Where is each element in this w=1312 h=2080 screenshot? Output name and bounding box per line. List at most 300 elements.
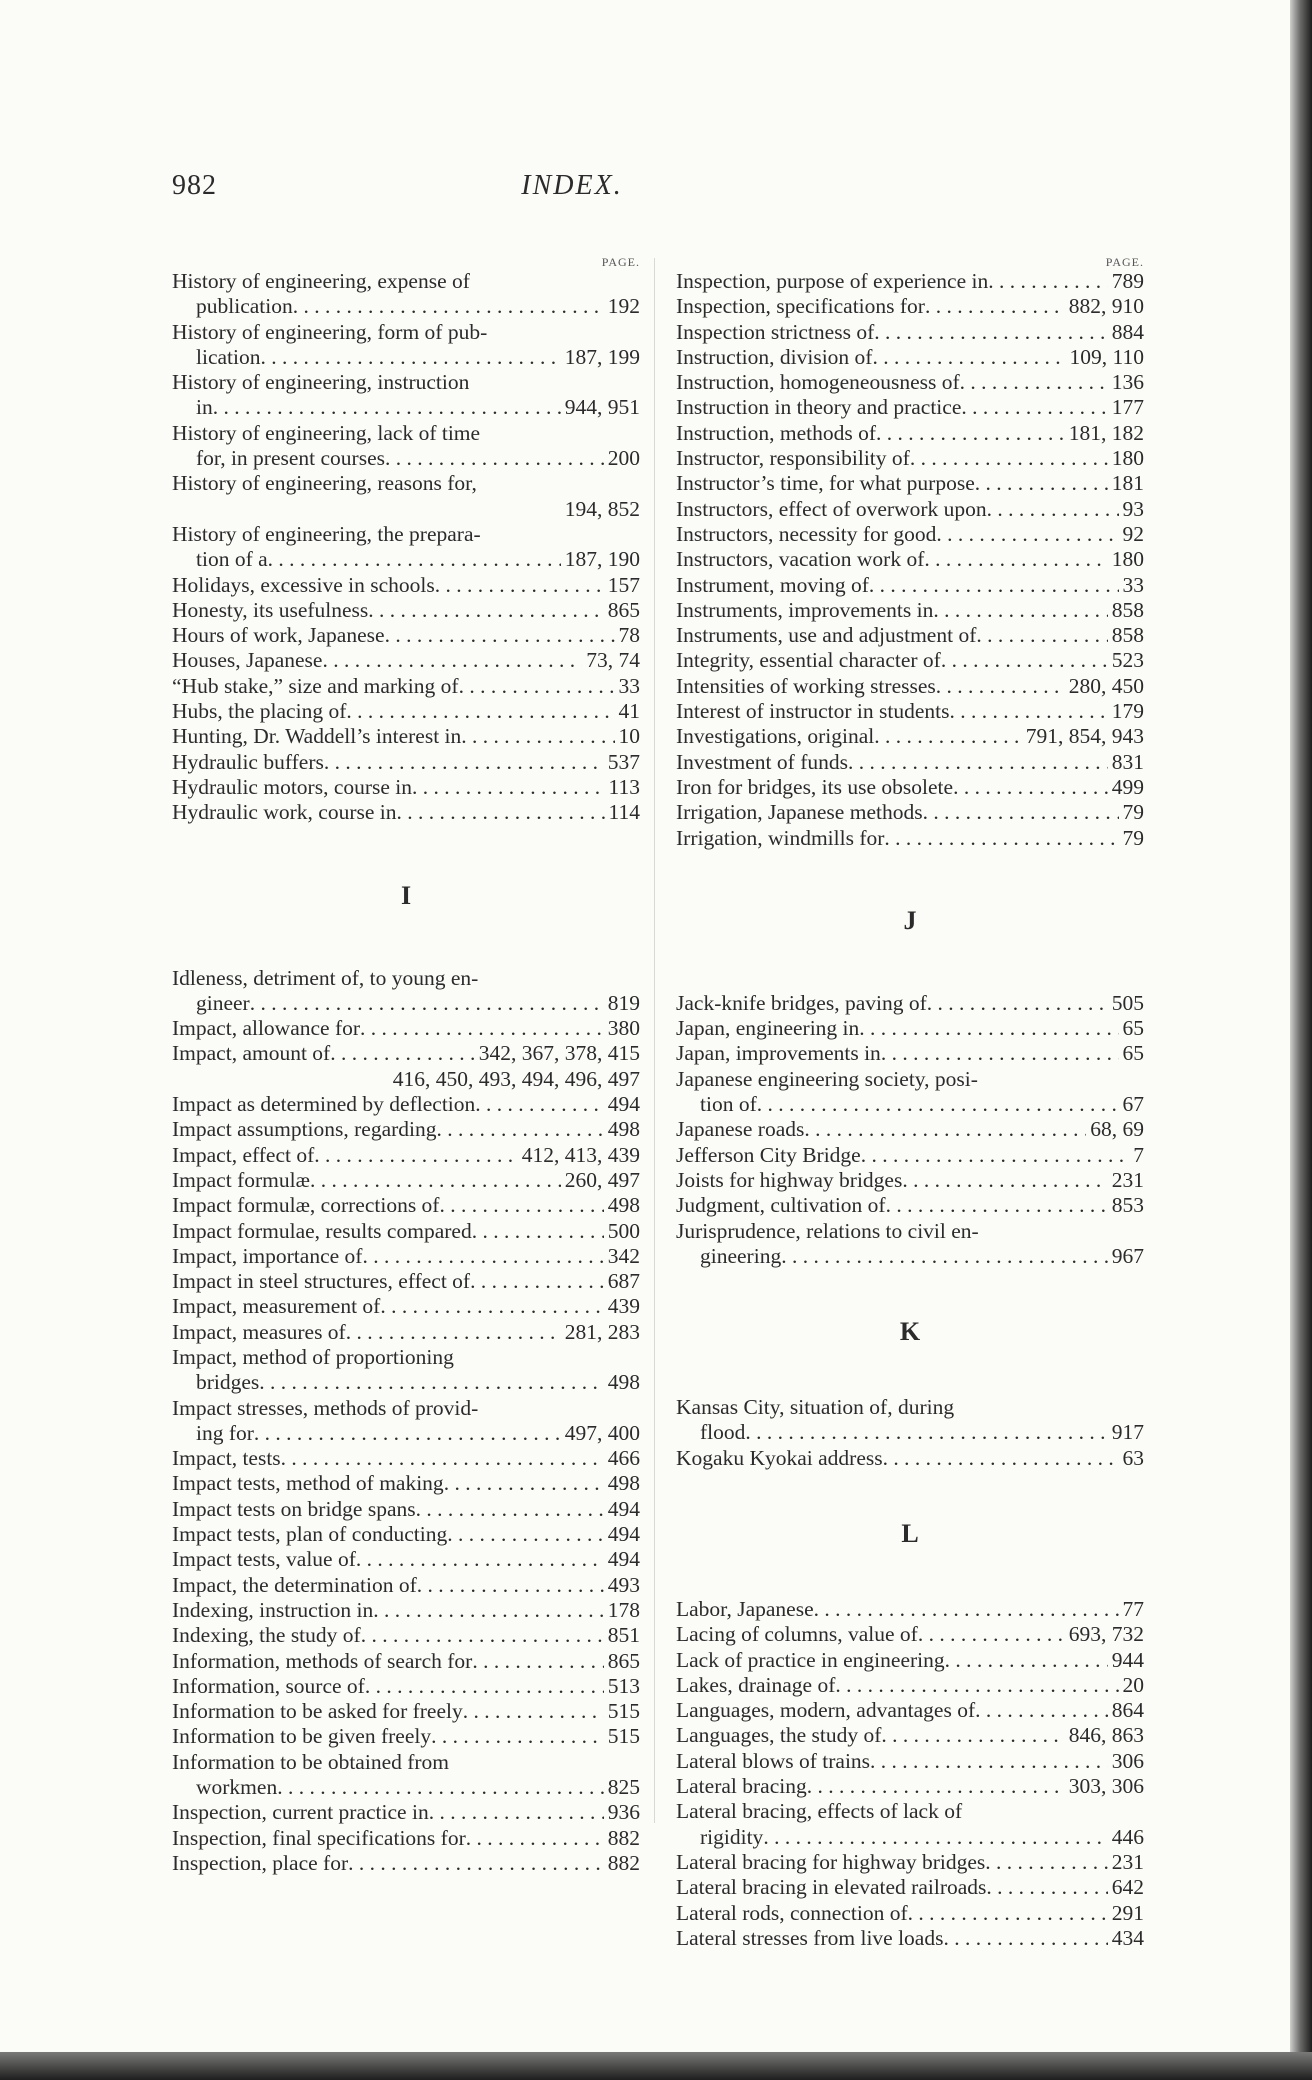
entry-text: Impact, allowance for: [172, 1016, 361, 1041]
page-reference: 537: [607, 749, 640, 774]
page-reference: 77: [1122, 1596, 1144, 1621]
leader-dots: [416, 1497, 604, 1522]
index-entry: [676, 1016, 1144, 1041]
page-reference: 41: [618, 699, 640, 724]
page-reference: 515: [607, 1699, 640, 1724]
index-entry-line: [172, 724, 640, 749]
index-entry-line: [676, 1597, 1144, 1622]
index-entry: [676, 674, 1144, 699]
index-entry-line: [172, 1143, 640, 1168]
page-reference: 446: [1111, 1824, 1144, 1849]
index-entry-line: [172, 1294, 640, 1319]
page-reference: 280, 450: [1068, 673, 1144, 698]
entry-text: Houses, Japanese: [172, 648, 323, 673]
index-entry-line: [676, 547, 1144, 572]
index-entry-line: [676, 1875, 1144, 1900]
entry-text: Inspection, place for: [172, 1850, 349, 1875]
leader-dots: [933, 598, 1107, 623]
page-reference: 499: [1111, 774, 1144, 799]
index-entry-line: [676, 598, 1144, 623]
index-entry-line: [676, 522, 1144, 547]
index-entry-line: [172, 1471, 640, 1496]
leader-dots: [936, 674, 1065, 699]
index-entry: [172, 699, 640, 724]
index-entry: [172, 1649, 640, 1674]
leader-dots: [322, 648, 582, 673]
entry-text: Information, source of: [172, 1673, 365, 1698]
entry-text: Hours of work, Japanese: [172, 623, 385, 648]
entry-text: Impact, effect of: [172, 1142, 315, 1167]
entry-text: Instructor, responsibility of: [676, 446, 910, 471]
page-reference: 178: [607, 1597, 640, 1622]
index-entry-line: [172, 1598, 640, 1623]
index-entry-line: [676, 1193, 1144, 1218]
index-entry: [172, 1497, 640, 1522]
leader-dots: [945, 1648, 1108, 1673]
entry-text: Inspection, purpose of experience in: [676, 269, 989, 293]
leader-dots: [902, 1168, 1107, 1193]
page-reference: 944: [1111, 1647, 1144, 1672]
leader-dots: [869, 573, 1119, 598]
page-reference: 20: [1122, 1672, 1144, 1697]
entry-text: Instruction in theory and practice: [676, 395, 962, 420]
entry-text: Judgment, cultivation of: [676, 1193, 886, 1218]
index-entry-line: [676, 1901, 1144, 1926]
page-reference: 687: [607, 1269, 640, 1294]
leader-dots: [987, 497, 1119, 522]
index-entries-right: [676, 269, 1144, 1951]
index-entry-line: [172, 1269, 640, 1294]
entry-text: “Hub stake,” size and marking of: [172, 673, 459, 698]
leader-dots: [435, 573, 604, 598]
index-entry-line: [676, 1143, 1144, 1168]
index-entry-line: [172, 1497, 640, 1522]
index-entry: [172, 1547, 640, 1572]
entry-text: in: [196, 395, 213, 420]
leader-dots: [874, 320, 1108, 345]
index-entry-line: [676, 674, 1144, 699]
index-entry: [172, 1041, 640, 1092]
index-entry-line: [676, 1799, 1144, 1824]
index-entry: [676, 648, 1144, 673]
index-entry-line: [676, 320, 1144, 345]
index-entry-line: [172, 1750, 640, 1775]
index-entry: [172, 1699, 640, 1724]
leader-dots: [861, 1143, 1130, 1168]
leader-dots: [356, 1547, 604, 1572]
entry-text: Lakes, drainage of: [676, 1672, 836, 1697]
index-entry-line: [172, 320, 640, 345]
index-entry-line: [676, 1067, 1144, 1092]
index-entry-line: [172, 800, 640, 825]
index-entry-line: [172, 1826, 640, 1851]
index-entry: [676, 1648, 1144, 1673]
index-entry-line: [172, 1396, 640, 1421]
index-entry: [172, 269, 640, 320]
index-entry-line: [676, 1723, 1144, 1748]
index-entry-line: [172, 750, 640, 775]
page-reference: 494: [607, 1496, 640, 1521]
page-reference: 67: [1122, 1092, 1144, 1117]
leader-dots: [927, 991, 1108, 1016]
entry-text: Hydraulic buffers: [172, 749, 324, 774]
entry-text: Impact, measures of: [172, 1319, 346, 1344]
leader-dots: [953, 775, 1108, 800]
index-entry: [676, 1901, 1144, 1926]
leader-dots: [936, 522, 1118, 547]
index-entry: [172, 421, 640, 472]
index-entry: [172, 1143, 640, 1168]
index-entry: [676, 826, 1144, 851]
leader-dots: [466, 1826, 604, 1851]
page-reference: 494: [607, 1092, 640, 1117]
page-reference: 693, 732: [1068, 1622, 1144, 1647]
index-entry: [676, 623, 1144, 648]
index-entry: [676, 269, 1144, 294]
index-entry: [172, 1750, 640, 1801]
entry-text: Lateral bracing, effects of lack of: [676, 1799, 963, 1824]
page-reference: 882: [607, 1825, 640, 1850]
scan-edge-shadow-bottom: [0, 2052, 1312, 2080]
entry-text: Investment of funds: [676, 749, 848, 774]
entry-text: History of engineering, form of pub-: [172, 319, 488, 344]
leader-dots: [439, 1193, 603, 1218]
section-heading: J: [903, 905, 917, 935]
page-reference: 136: [1111, 370, 1144, 395]
page-reference: 917: [1111, 1420, 1144, 1445]
page-reference: 858: [1111, 597, 1144, 622]
entry-text: Kogaku Kyokai address: [676, 1445, 883, 1470]
index-entry: [676, 598, 1144, 623]
leader-dots: [346, 699, 614, 724]
entry-text: for, in present courses: [196, 446, 385, 471]
index-entry: [676, 497, 1144, 522]
entry-text: Indexing, instruction in: [172, 1597, 374, 1622]
leader-dots: [859, 1016, 1118, 1041]
entry-text: tion of: [700, 1092, 757, 1117]
leader-dots: [961, 395, 1107, 420]
entry-text: Impact in steel structures, effect of: [172, 1269, 471, 1294]
page-reference: 179: [1111, 699, 1144, 724]
page-reference: 498: [607, 1193, 640, 1218]
index-entry: [676, 547, 1144, 572]
entry-text: Impact tests, plan of conducting: [172, 1522, 448, 1547]
entry-text: rigidity: [700, 1824, 764, 1849]
index-entry-line: [172, 1421, 640, 1446]
entry-text: ing for: [196, 1420, 254, 1445]
entry-text: Hunting, Dr. Waddell’s interest in: [172, 724, 462, 749]
entry-text: Instructors, necessity for good: [676, 521, 937, 546]
section-heading: I: [400, 880, 412, 910]
leader-dots: [330, 1041, 475, 1066]
index-entry-line: [172, 446, 640, 471]
page-reference: 342, 367, 378, 415: [478, 1041, 640, 1066]
index-entry: [676, 395, 1144, 420]
index-entry: [676, 1597, 1144, 1622]
entry-text: Idleness, detriment of, to young en-: [172, 965, 479, 990]
index-entry: [676, 446, 1144, 471]
index-entry: [172, 1674, 640, 1699]
entry-text: lication: [196, 344, 261, 369]
entry-text: Instructors, vacation work of: [676, 547, 925, 572]
index-entry: [676, 1774, 1144, 1799]
leader-dots: [975, 1698, 1108, 1723]
index-entry-line: [676, 294, 1144, 319]
entry-text: Impact formulæ: [172, 1167, 310, 1192]
index-entry: [676, 1673, 1144, 1698]
index-entry: [676, 294, 1144, 319]
entry-text: flood: [700, 1420, 746, 1445]
leader-dots: [814, 1597, 1119, 1622]
index-column-left: [172, 255, 640, 1876]
entry-text: Impact tests, value of: [172, 1547, 356, 1572]
leader-dots: [314, 1143, 517, 1168]
leader-dots: [870, 1749, 1108, 1774]
index-entry: [676, 800, 1144, 825]
page-reference: 93: [1122, 496, 1144, 521]
index-entry: [676, 1067, 1144, 1118]
index-entry: [172, 800, 640, 825]
index-entry: [676, 1875, 1144, 1900]
entry-text: Lateral bracing for highway bridges: [676, 1849, 986, 1874]
page-reference: 936: [607, 1800, 640, 1825]
page-reference: 180: [1111, 547, 1144, 572]
entry-text: Impact, measurement of: [172, 1294, 381, 1319]
index-entry: [172, 1851, 640, 1876]
index-entry-line: [676, 1041, 1144, 1066]
entry-text: Iron for bridges, its use obsolete: [676, 774, 954, 799]
leader-dots: [346, 1320, 561, 1345]
leader-dots: [259, 1370, 603, 1395]
index-entry-line: [172, 1345, 640, 1370]
entry-text: Irrigation, windmills for: [676, 825, 885, 850]
leader-dots: [429, 1800, 604, 1825]
entry-text: Instruction, methods of: [676, 420, 877, 445]
index-entry-line: [676, 1219, 1144, 1244]
page-reference: 498: [607, 1471, 640, 1496]
index-entry-line: [676, 1395, 1144, 1420]
index-entry: [676, 345, 1144, 370]
index-entry: [172, 1522, 640, 1547]
entry-text: Impact as determined by deflection: [172, 1092, 476, 1117]
entry-text: tion of a: [196, 547, 268, 572]
page-reference: 109, 110: [1069, 344, 1144, 369]
index-entry: [172, 1168, 640, 1193]
entry-text: Japan, improvements in: [676, 1041, 881, 1066]
leader-dots: [380, 1294, 603, 1319]
entry-text: gineer: [196, 990, 250, 1015]
index-entry-line: [172, 1573, 640, 1598]
page-reference: 180: [1111, 446, 1144, 471]
page-reference: 342: [607, 1243, 640, 1268]
entry-text: Impact, importance of: [172, 1243, 363, 1268]
leader-dots: [941, 648, 1108, 673]
index-entry-line: [676, 370, 1144, 395]
index-entry: [172, 1598, 640, 1623]
index-entry-line: [172, 1851, 640, 1876]
index-entry: [172, 1446, 640, 1471]
entry-text: 416, 450, 493, 494, 496, 497: [392, 1066, 640, 1091]
index-entry: [172, 966, 640, 1017]
scan-edge-shadow: [1290, 0, 1312, 2080]
entry-text: Impact assumptions, regarding: [172, 1117, 437, 1142]
entry-text: Inspection, final specifications for: [172, 1825, 466, 1850]
entry-text: Hydraulic motors, course in: [172, 774, 413, 799]
leader-dots: [988, 269, 1108, 294]
entry-text: Instructors, effect of overwork upon: [676, 496, 987, 521]
entry-text: Joists for highway bridges: [676, 1167, 903, 1192]
leader-dots: [975, 471, 1108, 496]
index-entry-line: [172, 1522, 640, 1547]
entry-text: Impact stresses, methods of provid-: [172, 1395, 479, 1420]
index-entry: [676, 471, 1144, 496]
page-reference: 498: [607, 1117, 640, 1142]
entry-text: Hydraulic work, course in: [172, 800, 397, 825]
leader-dots: [213, 395, 561, 420]
entry-text: Inspection, specifications for: [676, 294, 925, 319]
page-reference: 825: [607, 1775, 640, 1800]
page-reference: 882, 910: [1068, 294, 1144, 319]
index-entry-line: [676, 471, 1144, 496]
index-entry-line: [676, 648, 1144, 673]
entry-text: Jack-knife bridges, paving of: [676, 990, 927, 1015]
leader-dots: [254, 1421, 561, 1446]
index-entry: [172, 1244, 640, 1269]
leader-dots: [268, 547, 561, 572]
index-entry-line: [676, 1117, 1144, 1142]
page-reference: 78: [618, 623, 640, 648]
page-reference: 181, 182: [1068, 420, 1144, 445]
entry-text: Impact tests, method of making: [172, 1471, 444, 1496]
entry-text: Information to be given freely: [172, 1724, 432, 1749]
index-entry: [676, 1117, 1144, 1142]
page-reference: 789: [1111, 269, 1144, 293]
page-reference: 79: [1122, 800, 1144, 825]
index-entry: [172, 1193, 640, 1218]
index-entry-line: [676, 573, 1144, 598]
leader-dots: [360, 1016, 604, 1041]
entry-text: Languages, modern, advantages of: [676, 1698, 976, 1723]
index-entry-line: [676, 269, 1144, 294]
page-reference: 831: [1111, 749, 1144, 774]
index-entry-line: [172, 269, 640, 294]
index-entry: [676, 1622, 1144, 1647]
index-entry: [676, 522, 1144, 547]
page-reference: 177: [1111, 395, 1144, 420]
entry-text: Japan, engineering in: [676, 1016, 860, 1041]
entry-text: Indexing, the study of: [172, 1623, 361, 1648]
index-entry: [676, 1395, 1144, 1446]
index-entry: [676, 699, 1144, 724]
index-entry: [172, 1800, 640, 1825]
index-entry: [676, 750, 1144, 775]
entry-text: Hubs, the placing of: [172, 699, 347, 724]
entry-text: Instructor’s time, for what purpose: [676, 471, 975, 496]
leader-dots: [986, 1875, 1107, 1900]
entry-text: Japanese roads: [676, 1117, 805, 1142]
entry-text: Information, methods of search for: [172, 1648, 473, 1673]
leader-dots: [781, 1244, 1108, 1269]
page-reference: 260, 497: [564, 1167, 640, 1192]
entry-text: Lateral bracing in elevated railroads: [676, 1875, 987, 1900]
leader-dots: [472, 1649, 603, 1674]
leader-dots: [807, 1774, 1065, 1799]
index-entry-line: [676, 1673, 1144, 1698]
index-entry: [172, 775, 640, 800]
index-entry: [172, 320, 640, 371]
leader-dots: [804, 1117, 1086, 1142]
index-entry: [172, 1396, 640, 1447]
page-column-label: PAGE.: [601, 255, 640, 269]
leader-dots: [918, 1622, 1065, 1647]
index-entry-line: [676, 1092, 1144, 1117]
index-entry-line: [172, 1724, 640, 1749]
page-reference: 63: [1122, 1445, 1144, 1470]
page-reference: 642: [1111, 1875, 1144, 1900]
leader-dots: [475, 1092, 603, 1117]
page-reference: 819: [607, 990, 640, 1015]
leader-dots: [745, 1420, 1107, 1445]
page-reference: 181: [1111, 471, 1144, 496]
column-divider: [654, 258, 655, 1823]
page-reference: 498: [607, 1370, 640, 1395]
entry-text: Impact, method of proportioning: [172, 1344, 454, 1369]
index-entry-line: [172, 1092, 640, 1117]
index-entry-line: [172, 1016, 640, 1041]
page-reference: 200: [607, 446, 640, 471]
index-entry-line: [676, 1622, 1144, 1647]
index-entry-line: [172, 1067, 640, 1092]
entry-text: Irrigation, Japanese methods: [676, 800, 923, 825]
index-entry: [172, 648, 640, 673]
index-entry: [676, 1749, 1144, 1774]
index-entry: [676, 573, 1144, 598]
leader-dots: [872, 345, 1065, 370]
entry-text: Lateral stresses from live loads: [676, 1925, 944, 1950]
page-header: [172, 170, 972, 210]
index-entry-line: [676, 1648, 1144, 1673]
index-entry-line: [172, 598, 640, 623]
leader-dots: [417, 1573, 604, 1598]
page-reference: 92: [1122, 521, 1144, 546]
index-entry: [676, 775, 1144, 800]
entry-text: Instruments, improvements in: [676, 597, 934, 622]
index-entry-line: [676, 800, 1144, 825]
index-entry-line: [676, 1774, 1144, 1799]
leader-dots: [835, 1673, 1118, 1698]
page-reference: 967: [1111, 1243, 1144, 1268]
page-reference: 494: [607, 1522, 640, 1547]
index-entry-line: [676, 1016, 1144, 1041]
page-reference: 846, 863: [1068, 1723, 1144, 1748]
index-entry: [676, 1698, 1144, 1723]
index-entry: [172, 1219, 640, 1244]
page-reference: 231: [1111, 1167, 1144, 1192]
leader-dots: [277, 1775, 604, 1800]
leader-dots: [365, 1674, 604, 1699]
page-reference: 865: [607, 1648, 640, 1673]
page-reference: 65: [1122, 1016, 1144, 1041]
page-reference: 412, 413, 439: [521, 1142, 640, 1167]
index-entry-line: [172, 395, 640, 420]
section-heading: K: [899, 1317, 921, 1347]
index-entry: [676, 1926, 1144, 1951]
leader-dots: [910, 446, 1108, 471]
entry-text: Impact, amount of: [172, 1041, 331, 1066]
entry-text: Interest of instructor in students: [676, 699, 950, 724]
entry-text: 194, 852: [564, 496, 640, 521]
leader-dots: [447, 1522, 604, 1547]
